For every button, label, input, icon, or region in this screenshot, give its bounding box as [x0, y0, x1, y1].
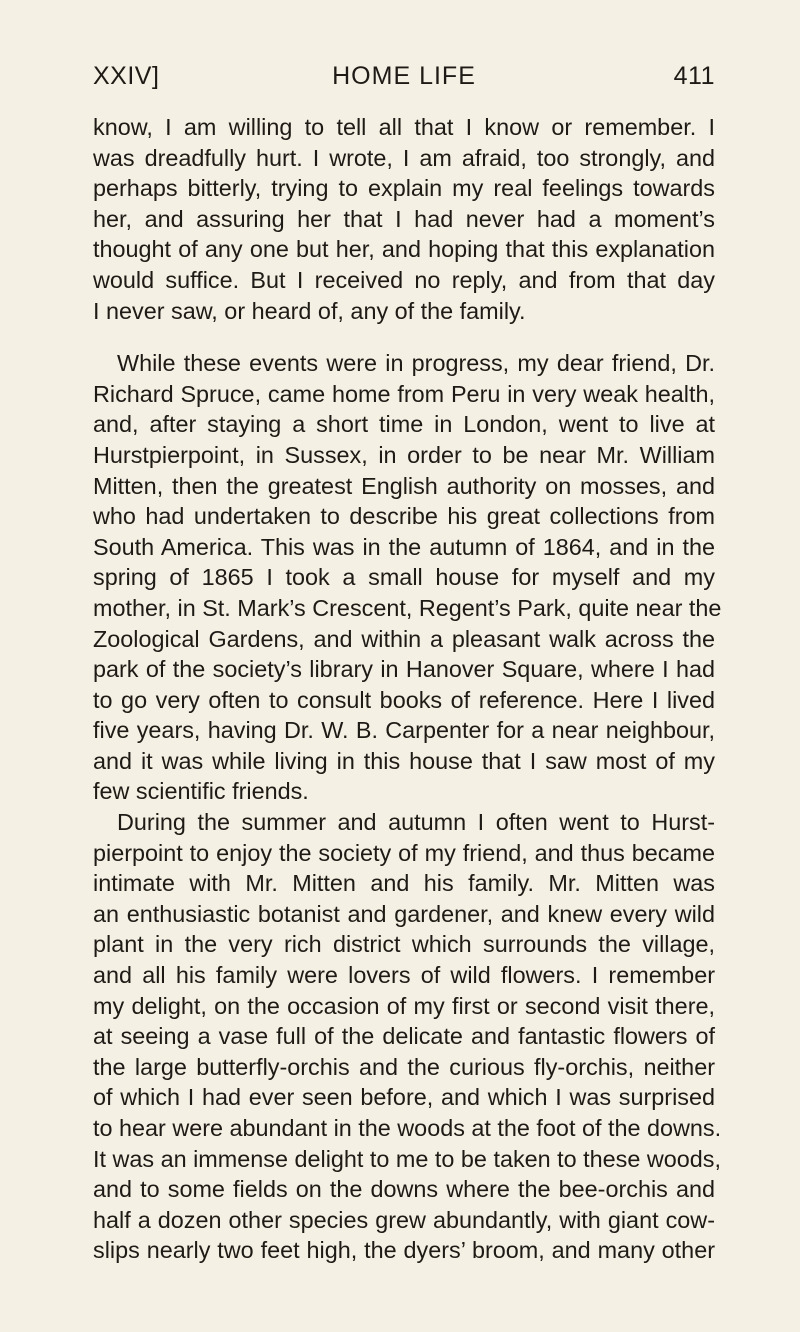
text-line: mother, in St. Mark’s Crescent, Regent’s Park, quite near the	[93, 594, 722, 621]
text-line: know, I am willing to tell all that I know or remember. I	[93, 114, 715, 140]
text-line: five years, having Dr. W. B. Carpenter for a near neighbour,	[93, 717, 715, 744]
text-line: half a dozen other species grew abundantly, with giant cow-	[93, 1206, 715, 1233]
text-line: spring of 1865 I took a small house for myself and my	[93, 564, 715, 591]
text-line: would suffice. But I received no reply, and from that day	[93, 266, 715, 293]
text-line: at seeing a vase full of the delicate and fantastic flowers of	[93, 1023, 715, 1050]
text-line: While these events were in progress, my dear friend, Dr.	[117, 350, 715, 377]
text-line: my delight, on the occasion of my first or second visit there,	[93, 992, 715, 1019]
text-line: was dreadfully hurt. I wrote, I am afraid, too strongly, and	[93, 144, 715, 171]
text-line: Zoological Gardens, and within a pleasant walk across the	[93, 625, 715, 652]
chapter-number: XXIV]	[93, 62, 160, 90]
text-line: Richard Spruce, came home from Peru in very weak health,	[93, 380, 715, 407]
text-line: her, and assuring her that I had never had a moment’s	[93, 205, 715, 232]
running-head	[93, 62, 715, 102]
text-line: plant in the very rich district which surrounds the village,	[93, 931, 715, 958]
text-line: thought of any one but her, and hoping that this explanation	[93, 236, 715, 263]
paragraph-gap	[93, 326, 715, 348]
text-line: park of the society’s library in Hanover Square, where I had	[93, 656, 715, 683]
text-line: an enthusiastic botanist and gardener, and knew every wild	[93, 900, 715, 927]
text-line: During the summer and autumn I often went to Hurst-	[117, 809, 715, 836]
text-line: and, after staying a short time in London, went to live at	[93, 411, 715, 438]
body-text	[93, 112, 722, 1266]
text-line: of which I had ever seen before, and which I was surprised	[93, 1084, 715, 1111]
text-line: to hear were abundant in the woods at the foot of the downs.	[93, 1115, 722, 1141]
running-title: HOME LIFE	[332, 62, 476, 90]
text-line: intimate with Mr. Mitten and his family. Mr. Mitten was	[93, 870, 715, 897]
paragraph	[93, 348, 722, 807]
text-line: and to some fields on the downs where the bee-orchis and	[93, 1176, 715, 1203]
text-line: slips nearly two feet high, the dyers’ broom, and many other	[93, 1237, 715, 1264]
text-line: South America. This was in the autumn of 1864, and in the	[93, 533, 715, 560]
text-line: It was an immense delight to me to be taken to these woods,	[93, 1145, 721, 1172]
text-line: perhaps bitterly, trying to explain my real feelings towards	[93, 175, 715, 202]
text-line: who had undertaken to describe his great collections from	[93, 503, 715, 530]
page-number: 411	[673, 62, 715, 90]
text-line: few scientific friends.	[93, 778, 309, 805]
text-line: Mitten, then the greatest English authority on mosses, and	[93, 472, 715, 499]
text-line: and all his family were lovers of wild flowers. I remember	[93, 962, 715, 989]
text-line: the large butterfly-orchis and the curious fly-orchis, neither	[93, 1053, 715, 1080]
paragraph	[93, 807, 722, 1266]
text-line: Hurstpierpoint, in Sussex, in order to be near Mr. William	[93, 441, 715, 468]
text-line: to go very often to consult books of reference. Here I lived	[93, 686, 715, 713]
text-line: I never saw, or heard of, any of the family.	[93, 297, 526, 324]
text-line: and it was while living in this house that I saw most of my	[93, 747, 715, 774]
paragraph	[93, 112, 715, 326]
text-line: pierpoint to enjoy the society of my friend, and thus became	[93, 839, 715, 866]
